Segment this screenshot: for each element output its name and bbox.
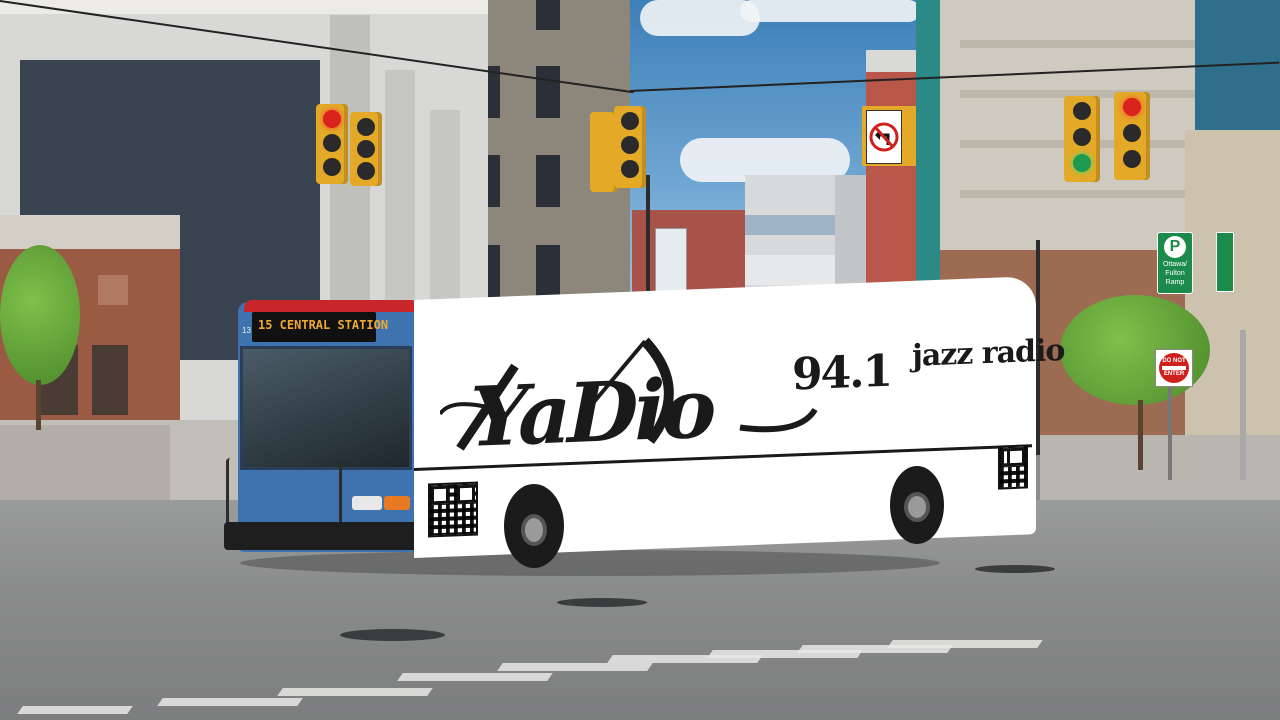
traffic-signal	[1064, 96, 1100, 182]
front-wheel-hub	[521, 514, 547, 546]
bus	[226, 300, 1065, 570]
windshield	[240, 346, 412, 470]
ad-tagline: jazz radio	[912, 333, 1065, 374]
crosswalk-stripe	[497, 663, 653, 671]
ad-frequency: 94.1	[792, 345, 892, 401]
parking-icon: P	[1164, 236, 1186, 258]
qr-code-icon	[998, 444, 1028, 489]
qr-code-icon	[428, 482, 478, 538]
rear-wheel-hub	[904, 492, 930, 522]
traffic-signal	[316, 104, 348, 184]
planter-wall	[0, 425, 170, 500]
parking-label: Fulton	[1165, 270, 1185, 277]
destination-sign	[252, 312, 389, 342]
crosswalk-stripe	[397, 673, 553, 681]
manhole-cover	[340, 629, 445, 641]
sign-pole	[1168, 385, 1172, 480]
crosswalk-stripe	[277, 688, 433, 696]
parking-sign	[1157, 232, 1193, 294]
no-left-turn-icon	[867, 111, 901, 163]
street-lamp-pole	[646, 175, 650, 310]
parking-label: Ottawa/	[1162, 261, 1188, 268]
ad-logo	[440, 314, 820, 469]
turn-signal	[384, 496, 410, 510]
green-light-icon	[1073, 154, 1091, 172]
red-light-icon	[1123, 98, 1141, 116]
manhole-cover	[557, 598, 647, 607]
crosswalk-stripe	[887, 640, 1043, 648]
fleet-number: 13	[242, 326, 251, 335]
ad-logo-text: YaDio	[470, 360, 713, 466]
no-left-turn-sign	[862, 106, 916, 166]
crosswalk-stripe	[17, 706, 133, 714]
traffic-signal	[350, 112, 382, 186]
crosswalk-stripe	[157, 698, 303, 706]
destination-text: 15 CENTRAL STATION	[258, 318, 389, 332]
tree-trunk	[36, 380, 41, 430]
do-not-enter-label: ENTER	[1163, 371, 1185, 377]
do-not-enter-label: DO NOT	[1162, 358, 1186, 364]
do-not-enter-sign	[1155, 349, 1193, 387]
red-light-icon	[323, 110, 341, 128]
traffic-signal	[614, 106, 646, 188]
traffic-signal	[1114, 92, 1150, 180]
parking-sign	[1216, 232, 1234, 292]
tree-trunk	[1138, 400, 1143, 470]
cloud	[740, 0, 920, 22]
headlight	[352, 496, 382, 510]
signal-pole	[1240, 330, 1246, 480]
parking-label: Ramp	[1165, 279, 1185, 286]
bike-rack	[226, 458, 342, 531]
bus-roof-trim	[244, 300, 416, 312]
bumper	[224, 522, 418, 550]
tree	[0, 245, 80, 385]
